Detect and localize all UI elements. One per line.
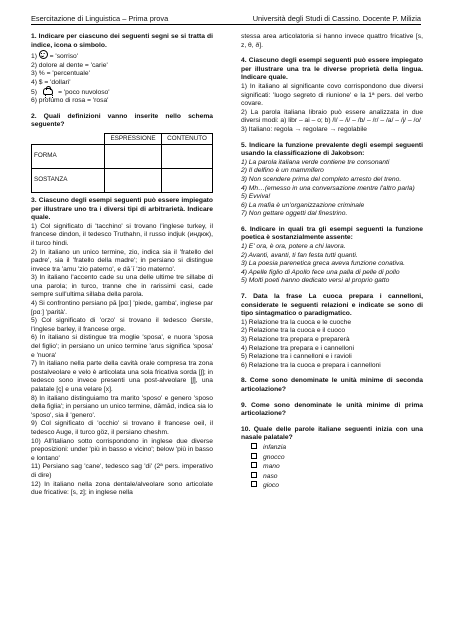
q1-item-1: 1) = 'sorriso' bbox=[31, 50, 213, 62]
checkbox[interactable] bbox=[251, 443, 257, 449]
q3-item-8: 8) In italiano distinguiamo tra marito 'sposo' e genero 'sposo della figlia'; in persiano un unico termine, dāmād, indica sia lo 'sposo', sia il 'genero'. bbox=[31, 394, 213, 419]
schema-header-contenuto: CONTENUTO bbox=[162, 133, 213, 144]
schema-cell[interactable] bbox=[105, 168, 162, 192]
question-8-title: 8. Come sono denominate le unità minime di seconda articolazione? bbox=[241, 377, 423, 393]
q7-item-5: 5) Relazione tra i cannelloni e i ravioli bbox=[241, 353, 352, 361]
q5-item-2: 2) Il delfino è un mammifero bbox=[241, 167, 324, 175]
smiley-icon bbox=[39, 50, 48, 59]
q5-item-4: 4) Mh…(emesso in una conversazione mentre l'altro parla) bbox=[241, 184, 415, 192]
left-column bbox=[31, 33, 213, 498]
q7-item-6: 6) Relazione tra la cuoca e prepara i cannelloni bbox=[241, 361, 381, 369]
q6-item-4: 4) Apelle figlio di Apollo fece una palla di pelle di pollo bbox=[241, 268, 400, 276]
q10-option[interactable]: infanzia bbox=[241, 443, 423, 453]
q3-item-5: 5) Col significato di 'orzo' si trovano il tedesco Gerste, l'inglese barley, il francese orge. bbox=[31, 317, 213, 333]
q6-item-3: 3) La poesia parenetica greca aveva funzione conativa. bbox=[241, 260, 405, 268]
header-course-title: Esercitazione di Linguistica – Prima prova bbox=[31, 14, 169, 23]
checkbox[interactable] bbox=[251, 453, 257, 459]
question-9-title: 9. Come sono denominate le unità minime di prima articolazione? bbox=[241, 401, 423, 418]
q3-item-11: 11) Persiano sag 'cane', tedesco sag 'di' (2ª pers. imperativo di dire) bbox=[31, 463, 213, 479]
page-header bbox=[31, 13, 421, 25]
question-7-title: 7. Data la frase La cuoca prepara i cannelloni, considerate le seguenti relazioni e indicate se sono di tipo sintagmatico o paradigmatico. bbox=[241, 293, 423, 318]
q3-item-7: 7) In italiano nella parte della cavità orale compresa tra zona postalveolare e velo è articolata una sola fricativa sorda [ʃ]; in tedesco sono invece presenti una post-alveolare [ʃ], una palatale [ç] e una velare [x]. bbox=[31, 360, 213, 393]
saussure-schema-table bbox=[31, 133, 213, 193]
cloud-icon bbox=[43, 88, 53, 95]
question-5-title: 5. Indicare la funzione prevalente degli esempi seguenti usando la classificazione di Jakobson: bbox=[241, 141, 423, 158]
question-10-title: 10. Quale delle parole italiane seguenti inizia con una nasale palatale? bbox=[241, 425, 423, 442]
q3-continuation: stessa area articolatoria si hanno invece quattro fricative [s, z, θ, ð]. bbox=[241, 33, 423, 49]
question-1-title: 1. Indicare per ciascuno dei seguenti segni se si tratta di indice, icona o simbolo. bbox=[31, 33, 213, 49]
q6-item-1: 1) E' ora, è ora, potere a chi lavora. bbox=[241, 243, 346, 251]
checkbox[interactable] bbox=[251, 462, 257, 468]
question-6-title: 6. Indicare in quali tra gli esempi seguenti la funzione poetica è sostanzialmente assente: bbox=[241, 225, 423, 242]
q1-item-6: 6) profumo di rosa = 'rosa' bbox=[31, 97, 109, 105]
q3-item-2: 2) In italiano un unico termine, zio, indica sia il 'fratello del padre', sia il 'fratello della madre'; in persiano si distingue invece tra 'amu 'zio paterno', e dāʾī 'zio materno'. bbox=[31, 248, 213, 273]
q3-item-6: 6) In italiano si distingue tra moglie 'sposa', e nuora 'sposa del figlio'; in persiano un unico termine 'arus significa 'sposa' e 'nuora' bbox=[31, 334, 213, 359]
q5-item-7: 7) Non gettare oggetti dal finestrino. bbox=[241, 210, 348, 218]
q5-item-3: 3) Non scendere prima del completo arresto del treno. bbox=[241, 175, 402, 183]
q1-item-4: 4) $ = 'dollari' bbox=[31, 78, 71, 86]
q4-item-1: 1) In italiano al significante covo corrispondono due diversi significati: 'luogo segreto di riunione' e la 1ª pers. del verbo covare. bbox=[241, 82, 423, 108]
right-column bbox=[241, 33, 423, 491]
q10-option[interactable]: naso bbox=[241, 472, 423, 482]
q10-option[interactable]: mano bbox=[241, 462, 423, 472]
q3-item-1: 1) Col significato di 'tacchino' si trovano l'inglese turkey, il francese dindon, il tedesco Truthahn, il russo indjuk (индюк), il turco hindi. bbox=[31, 222, 213, 247]
q10-option[interactable]: gnocco bbox=[241, 453, 423, 463]
q6-item-5: 5) Molti poeti hanno dedicato versi al proprio gatto bbox=[241, 277, 390, 285]
header-university: Università degli Studi di Cassino. Docente P. Milizia bbox=[252, 14, 421, 23]
q1-item-5: 5) = 'poco nuvoloso' bbox=[31, 88, 110, 96]
checkbox[interactable] bbox=[251, 472, 257, 478]
q6-item-2: 2) Avanti, avanti, ti fan festa tutti quanti. bbox=[241, 251, 358, 259]
q3-item-9: 9) Col significato di 'occhio' si trovano il francese oeil, il tedesco Auge, il turco göz, il persiano cheshm. bbox=[31, 420, 213, 436]
schema-cell[interactable] bbox=[162, 144, 213, 168]
q10-option[interactable]: gioco bbox=[241, 481, 423, 491]
q1-item-2: 2) dolore al dente = 'carie' bbox=[31, 61, 108, 69]
question-4-title: 4. Ciascuno degli esempi seguenti può essere impiegato per illustrare una tra le diverse proprietà della lingua. Indicare quale. bbox=[241, 57, 423, 82]
schema-cell[interactable] bbox=[105, 144, 162, 168]
q5-item-5: 5) Evviva! bbox=[241, 193, 271, 201]
schema-header-espressione: ESPRESSIONE bbox=[105, 133, 162, 144]
q4-item-3: 3) Italiano: regola → regolare → regolabile bbox=[241, 125, 368, 133]
q7-item-2: 2) Relazione tra la cuoca e il cuoco bbox=[241, 327, 346, 335]
schema-row-sostanza: SOSTANZA bbox=[32, 168, 105, 192]
q3-item-3: 3) In italiano l'accento cade su una delle ultime tre sillabe di una parola; in turco, tranne che in rarissimi casi, cade sempre sull'ultima sillaba della parola. bbox=[31, 274, 213, 299]
q7-item-1: 1) Relazione tra la cuoca e le cuoche bbox=[241, 318, 352, 326]
q7-item-4: 4) Relazione tra prepara e i cannelloni bbox=[241, 344, 355, 352]
q4-item-2: 2) La parola italiana libraio può essere analizzata in due diversi modi: a) libr – ai – o; b) /l/ – /i/ – /b/ – /r/ – /a/ – /j/ – /o/ bbox=[241, 108, 423, 125]
q3-item-4: 4) Si confrontino persiano pā [pɑː] 'piede, gamba', inglese par [pɑː] 'parità'. bbox=[31, 300, 213, 316]
q5-item-6: 6) La mafia è un'organizzazione criminale bbox=[241, 201, 365, 209]
q1-item-3: 3) % = 'percentuale' bbox=[31, 70, 90, 78]
question-3-title: 3. Ciascuno degli esempi seguenti può essere impiegato per illustrare uno tra i diversi tipi di arbitrarietà. Indicare quale. bbox=[31, 196, 213, 222]
q5-item-1: 1) La parola italiana verde contiene tre consonanti bbox=[241, 158, 390, 166]
schema-cell[interactable] bbox=[162, 168, 213, 192]
q3-item-10: 10) All'italiano sotto corrispondono in inglese due diverse preposizioni: under 'più in basso e vicino'; below 'più in basso e lontano' bbox=[31, 437, 213, 462]
schema-row-forma: FORMA bbox=[32, 144, 105, 168]
q3-item-12: 12) In italiano nella zona dentale/alveolare sono articolate due fricative: [s, z]; in inglese nella bbox=[31, 480, 213, 497]
q7-item-3: 3) Relazione tra prepara e preparerà bbox=[241, 336, 350, 343]
question-2-title: 2. Quali definizioni vanno inserite nello schema seguente? bbox=[31, 112, 213, 129]
checkbox[interactable] bbox=[251, 481, 257, 487]
